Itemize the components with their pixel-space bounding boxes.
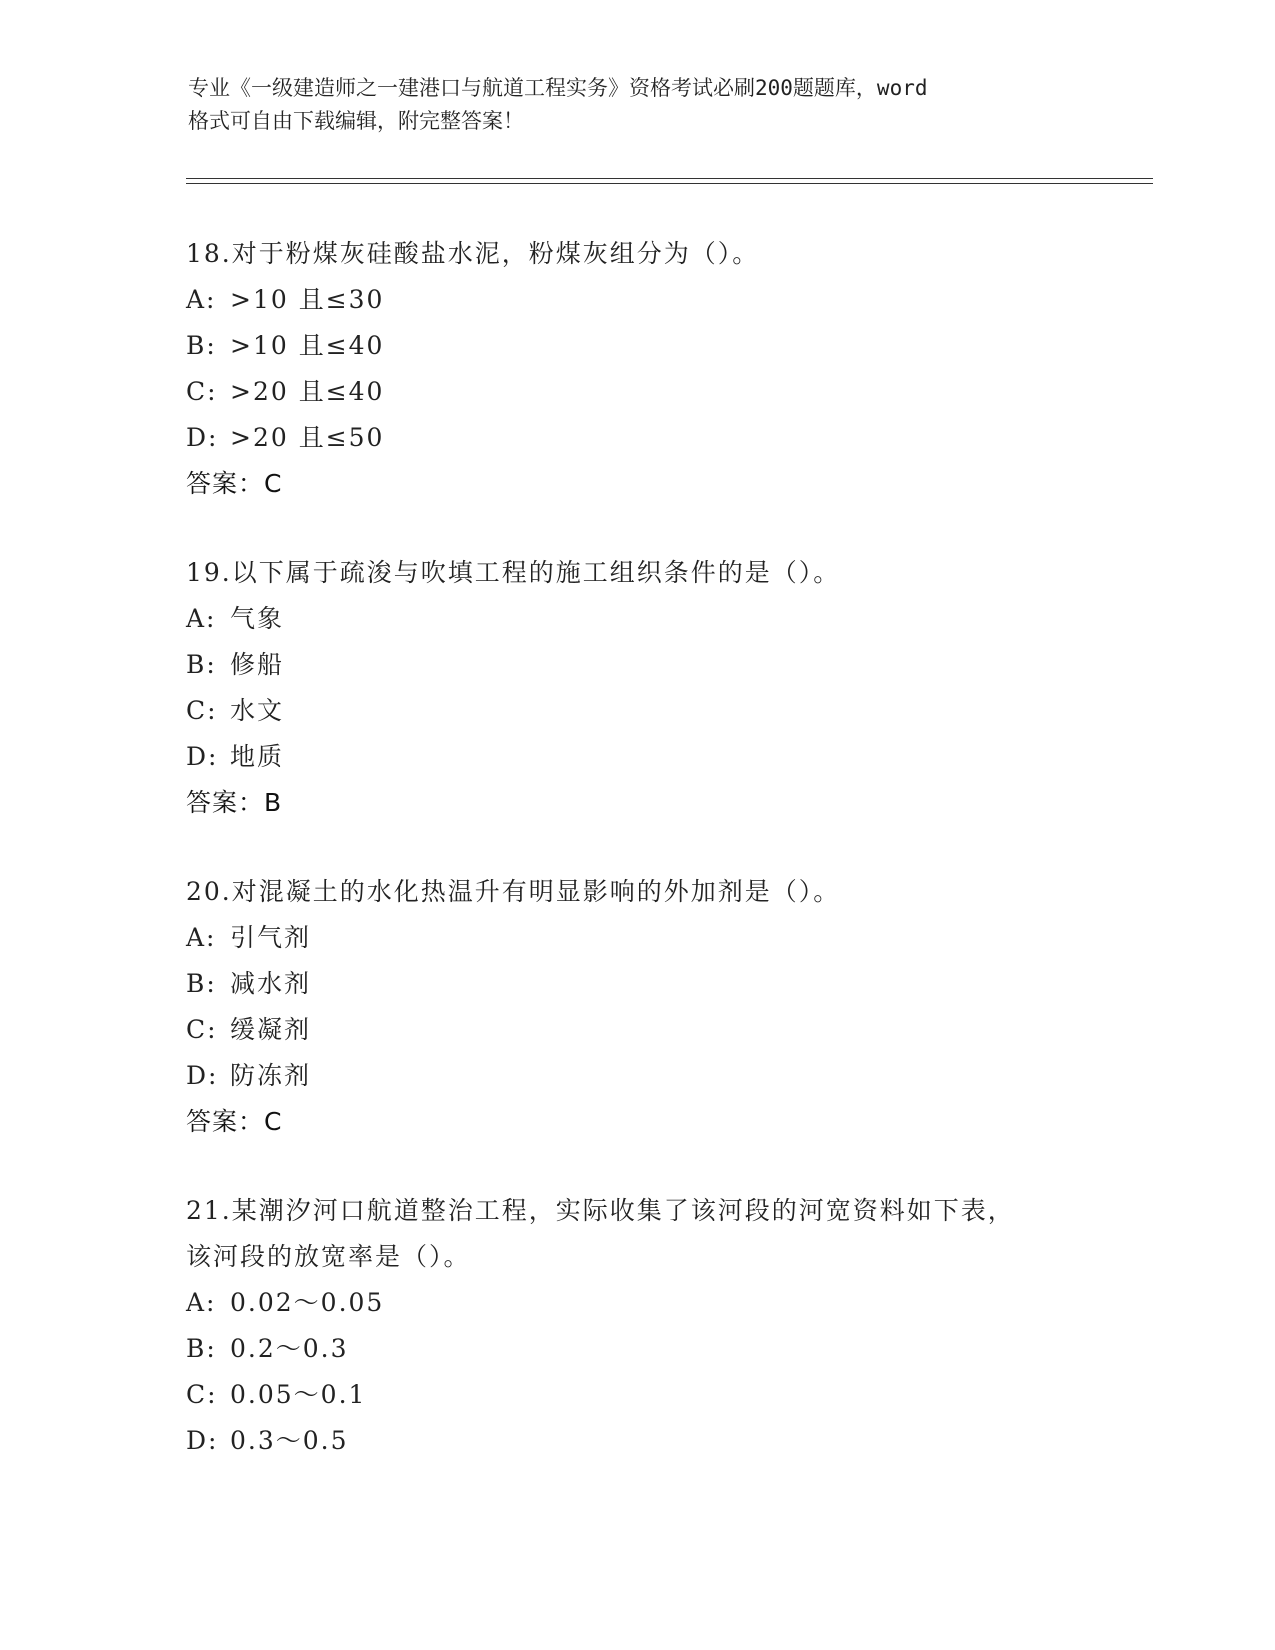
option-key: A: [186,1288,217,1317]
option-text: 0.05～0.1 [230,1380,367,1409]
option-b [186,642,1086,688]
option-text: 减水剂 [230,969,312,998]
header-title-line-1: 专业《一级建造师之一建港口与航道工程实务》资格考试必刷200题题库，word [188,76,928,100]
option-key: B: [186,650,217,679]
question-stem: 21.某潮汐河口航道整治工程，实际收集了该河段的河宽资料如下表， [186,1196,1015,1225]
answer-line: 答案：B [186,788,283,817]
option-key: C: [186,1015,218,1044]
question-21 [186,1188,1086,1464]
document-header [188,72,1088,138]
option-text: 气象 [230,604,285,633]
option-a [186,1280,1086,1326]
question-stem-continued: 该河段的放宽率是（）。 [186,1242,471,1271]
option-d [186,734,1086,780]
option-c [186,688,1086,734]
option-c [186,369,1086,415]
option-key: A: [186,604,217,633]
option-b [186,323,1086,369]
option-text: >10 且≤30 [230,285,385,314]
option-key: D: [186,1061,219,1090]
option-text: 0.02～0.05 [230,1288,385,1317]
option-b [186,1326,1086,1372]
option-text: 0.3～0.5 [230,1426,349,1455]
question-stem: 19.以下属于疏浚与吹填工程的施工组织条件的是（）。 [186,558,841,587]
option-text: 缓凝剂 [230,1015,312,1044]
option-text: 修船 [230,650,285,679]
option-key: A: [186,285,217,314]
answer-line: 答案：C [186,469,283,498]
header-title-line-2: 格式可自由下载编辑，附完整答案！ [188,109,524,133]
option-d [186,1418,1086,1464]
option-a [186,596,1086,642]
option-text: 水文 [230,696,285,725]
option-text: 防冻剂 [230,1061,312,1090]
option-d [186,415,1086,461]
option-a [186,915,1086,961]
option-text: >20 且≤40 [230,377,385,406]
option-text: 引气剂 [230,923,312,952]
question-19 [186,550,1086,826]
answer-line: 答案：C [186,1107,283,1136]
option-key: C: [186,1380,218,1409]
option-a [186,277,1086,323]
option-key: B: [186,1334,217,1363]
option-key: B: [186,331,217,360]
option-d [186,1053,1086,1099]
option-text: 地质 [230,742,285,771]
option-key: C: [186,696,218,725]
option-b [186,961,1086,1007]
question-20 [186,869,1086,1145]
header-divider-bottom [186,183,1153,184]
option-key: D: [186,423,219,452]
option-c [186,1007,1086,1053]
option-text: >20 且≤50 [230,423,385,452]
option-text: >10 且≤40 [230,331,385,360]
option-c [186,1372,1086,1418]
question-18 [186,231,1086,507]
option-key: A: [186,923,217,952]
header-divider-top [186,178,1153,179]
option-key: D: [186,1426,219,1455]
option-key: B: [186,969,217,998]
option-text: 0.2～0.3 [230,1334,349,1363]
question-stem: 20.对混凝土的水化热温升有明显影响的外加剂是（）。 [186,877,841,906]
question-stem: 18.对于粉煤灰硅酸盐水泥，粉煤灰组分为（）。 [186,239,760,268]
option-key: D: [186,742,219,771]
option-key: C: [186,377,218,406]
